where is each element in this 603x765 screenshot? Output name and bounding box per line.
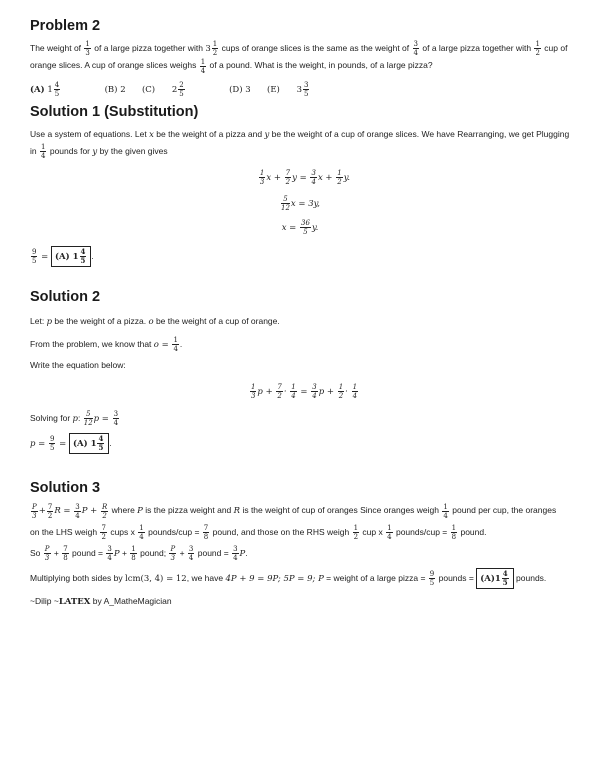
solution3-line2: on the LHS weigh $\frac{7}{2}$ cups x $\frac{1}{4}$ pounds/cup = $\frac{7}{8}$ pound, and those on the RHS weigh $\frac{1}{2}$ cup x $\frac{1}{4}$ pounds/cup = $\frac{1}{8}$ pound. (30, 523, 487, 541)
solution2-equation: $\frac{1}{3}$ p + $\frac{7}{2}$ · $\frac{1}{4}$ = $\frac{3}{4}$ p + $\frac{1}{2}$ · $\frac{1}{4}$ (250, 383, 358, 400)
solution2-let: Let: p be the weight of a pizza. o be the weight of a cup of orange. (30, 315, 280, 327)
page (30, 18, 578, 610)
solution2-write: Write the equation below: (30, 360, 126, 370)
solution2-answer: p = $\frac{9}{5}$ = (A) 1 $\frac{4}{5}$ . (30, 434, 112, 453)
choice-e: (E) 3 $\frac{3}{5}$ (267, 80, 309, 98)
solution3-title: Solution 3 (30, 480, 101, 497)
problem-text: The weight of $\frac{1}{3}$ of a large pizza together with 3 $\frac{1}{2}$ cups of orange slices is the same as the weight of $\frac{3}{4}$ of a large pizza together with $\frac{1}{2}$ cup of orange slices. A cup of orange slices weighs $\frac{1}{4}$ of a pound. What is the weight, in pounds, of a large pizza? (30, 40, 568, 75)
signature: ~Dilip ~LATEX by A_MatheMagician (30, 596, 172, 607)
choice-a: (A) 1 $\frac{4}{5}$ (30, 80, 60, 98)
answer-choices (30, 81, 578, 98)
solution2-from: From the problem, we know that o = $\frac{1}{4}$ . (30, 336, 183, 353)
solution1-equations: $\frac{1}{3}$ x + $\frac{7}{2}$ y = $\frac{3}{4}$ x + $\frac{1}{2}$ y. $\frac{5}{12}$ x = 3y, x = $\frac{36}{5}$ y. (259, 168, 351, 236)
solution1-answer: $\frac{9}{5}$ = (A) 1 $\frac{4}{5}$ . (32, 246, 94, 265)
solution3-line3: So $\frac{P}{3}$ + $\frac{7}{8}$ pound = $\frac{3}{4}$ P + $\frac{1}{8}$ pound; $\frac{P}{3}$ + $\frac{3}{4}$ pound = $\frac{3}{4}$ P. (30, 545, 248, 562)
solution3-line1: $\frac{P}{3}$ + $\frac{7}{2}$ R = $\frac{3}{4}$ P + $\frac{R}{2}$ where P is the pizza weight and R is the weight of cup of oranges Since oranges weigh $\frac{1}{4}$ pound per cup, the oranges (32, 502, 557, 520)
choice-d: (D) 3 (229, 84, 251, 95)
solution2-title: Solution 2 (30, 288, 101, 305)
choice-c: (C) 2 $\frac{2}{5}$ (141, 80, 184, 98)
solution3-line4: Multiplying both sides by lcm(3, 4) = 12, we have 4P + 9 = 9P; 5P = 9; P = weight of a large pizza = $\frac{9}{5}$ pounds = (A)1 $\frac{4}{5}$ pounds. (30, 569, 547, 587)
choice-b: (B) 2 (104, 84, 126, 95)
solution1-text: Use a system of equations. Let x be the weight of a pizza and y be the weight of a cup of orange slices. We have Rearranging, we get Plugging in $\frac{1}{4}$ pounds for y by the given gives (30, 128, 570, 160)
problem-title: Problem 2 (30, 18, 101, 34)
solution1-title: Solution 1 (Substitution) (30, 103, 199, 120)
solution2-solving: Solving for p: $\frac{5}{12}$ p = $\frac{3}{4}$ (30, 410, 119, 428)
